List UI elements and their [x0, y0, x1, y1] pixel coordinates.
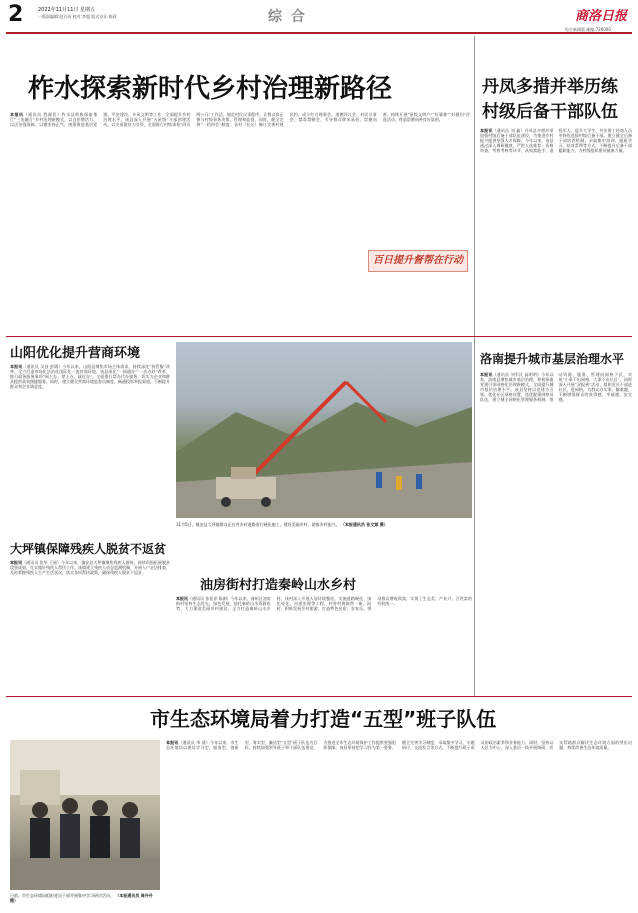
- right-mid-body-text: （通讯员 刘军民 高明明）今年以来，洛南县聚焦城市基层治理，积极探索党建引领网格化治理新模式，全面提升城市基层治理水平。该县坚持以党建为引领，优化社区网格设置，选优配强网格员队伍，建立健全网格化管理服务机制，推动资源、服务、管理向网格下沉，实现“小事不出网格、大事不出社区”。同时深入开展“双报到”活动，组织党员干部进社区、进网格，为群众办实事、解难题，不断增强群众的获得感、幸福感、安全感。: [480, 372, 632, 402]
- meeting-photo: [10, 740, 160, 890]
- right-mid-headline: 洛南提升城市基层治理水平: [480, 352, 625, 366]
- construction-credit: （本报通讯员 张文斌 摄）: [340, 522, 388, 527]
- editor-line: 一版面编辑:赵百成 校对:李超 版式设计:陈莉: [38, 14, 117, 19]
- construction-caption-text: 11月5日，镇安县大坪镇群众正在对乡村道路进行硬化施工，建设美丽乡村，助推乡村振兴。: [176, 522, 340, 527]
- left-mid1-byline: 本报讯: [10, 364, 23, 369]
- page-number: 2: [8, 2, 24, 27]
- newspaper-logo: 商洛日报: [575, 9, 628, 24]
- meeting-scene: [10, 740, 160, 890]
- left-mid1-headline: 山阳优化提升营商环境: [10, 346, 141, 361]
- left-mid2-body-text: （通讯员 张华 王丽）今年以来，镇安县大坪镇聚焦残疾人群体，持续巩固拓展脱贫攻坚成果，扎实做好残疾人帮扶工作。该镇建立残疾人动态监测机制，开展入户走访排查，及时掌握残疾人生产生活状况，落实各项帮扶政策，确保残疾人脱贫不返贫。: [10, 560, 170, 575]
- section-rule-bottom: [6, 696, 632, 697]
- publication-date: 2022年11月11日 星期五: [38, 7, 96, 13]
- center-mid-body-text: （通讯员 张佳祥 陈刚）今年以来，商州区油房街村坚持生态优先、绿色发展，依托秦岭山水资源优势，大力推进美丽乡村建设，全力打造秦岭山水乡村。该村深入开展人居环境整治，实施道路硬化、绿化亮化、河道治理等工程，村容村貌焕然一新。同时，积极发展乡村旅游，打造特色民宿、农家乐，带动群众增收致富，实现了生态美、产业兴、百姓富的有机统一。: [176, 596, 472, 611]
- main-article-body: [10, 112, 470, 306]
- meeting-caption: [10, 893, 160, 911]
- masthead-rule: [6, 32, 632, 34]
- construction-caption: [176, 522, 472, 538]
- construction-photo: [176, 342, 472, 518]
- meeting-credit: （本报通讯员 周丹丹 摄）: [10, 893, 153, 903]
- meeting-caption-text: 日前，市生态环境局组织党员干部开展集中学习研讨活动。: [10, 893, 114, 898]
- center-mid-headline: 油房街村打造秦岭山水乡村: [200, 578, 357, 593]
- right-top-headline-line1: 丹凤多措并举历练: [482, 77, 618, 97]
- bottom-byline: 本报讯: [166, 740, 179, 745]
- left-mid2-headline: 大坪镇保障残疾人脱贫不返贫: [10, 542, 167, 556]
- main-body-text: （通讯员 程源民）柞水县积极探索推行“三治融合”乡村治理新模式，以自治增活力、以法治强保障、以德治扬正气，统筹推进基层党建、平安建设、乡风文明等工作，全面提升乡村治理水平。该县深入开展“五星级”支部创建活动，以支部建设为引领，全面推行村级事务“四议两公开”工作法，规范村民议事程序，让群众真正参与村级事务决策、管理和监督。同时，健全完善“一约四会”制度，各村（社区）修订完善村规民约，成立红白理事会、道德评议会、村民议事会、禁毒禁赌会，引导群众移风易俗、崇德向善，持续开展“星级文明户”“好婆婆”“好媳妇”评选活动，营造崇德向善良好氛围。: [10, 112, 470, 127]
- right-top-byline: 本报讯: [480, 128, 493, 133]
- column-divider-right: [474, 36, 475, 696]
- right-top-article-body: [480, 128, 632, 340]
- left-mid2-byline: 本报讯: [10, 560, 23, 565]
- action-banner: [368, 250, 468, 272]
- bottom-article-body: [166, 740, 632, 908]
- left-mid1-article-body: [10, 364, 170, 534]
- center-mid-article-body: [176, 596, 472, 690]
- section-title: 综 合: [268, 9, 307, 25]
- bottom-headline: 市生态环境局着力打造“五型”班子队伍: [150, 707, 497, 731]
- right-mid-article-body: [480, 372, 632, 690]
- main-byline: 本报讯: [10, 112, 24, 117]
- center-mid-byline: 本报讯: [176, 596, 189, 601]
- right-top-headline-line2: 村级后备干部队伍: [482, 102, 618, 122]
- construction-scene: [176, 342, 472, 518]
- banner-text: 百日提升督帮在行动: [373, 255, 463, 266]
- edition-line: 综合新闻版 邮编:726000: [565, 27, 611, 32]
- right-mid-byline: 本报讯: [480, 372, 493, 377]
- right-top-body-text: （通讯员 刘 鑫）丹凤县多措并举加强村级后备干部队伍建设，为推进乡村振兴提供坚强人才保障。今年以来，该县通过深入调研摸底，严把人选推荐、资格审查、考察考核等环节，从致富能手、退役军人、返乡大学生、外出务工经商人员中择优选拔村级后备干部。建立健全后备干部培养机制，采取集中培训、跟班学习、结对帮带等方式，不断提升后备干部履职能力，为村级组织建设储备力量。: [480, 128, 632, 153]
- main-headline: 柞水探索新时代乡村治理新路径: [28, 74, 393, 104]
- bottom-body-text: （通讯员 李 倩）今年以来，市生态环境局以建设学习型、服务型、创新型、务实型、廉洁型“五型”班子队伍为目标，持续加强领导班子和干部队伍建设，为推进全市生态环境保护工作提供坚强组织保障。该局坚持把学习作为第一要务，健全完善学习制度，采取集中学习、专题研讨、交流发言等方式，不断提升班子成员的政治素养和业务能力。同时，坚持以人民为中心，深入基层一线开展调研，切实帮助群众解决生态环境方面的突出问题，持续改善生态环境质量。: [166, 740, 632, 750]
- left-mid1-body-text: （通讯员 吴昌 彭婧）今年以来，山阳县聚焦市场主体需求，持续深化“放管服”改革，全力打造市场化法治化国际化一流营商环境。该县深化“一网通办”“一次办好”改革，推行政务服务事项“网上办、掌上办、就近办”，全面推行帮办代办服务，切实为企业和群众提供高效便捷服务。同时，建立健全营商环境监督员制度，畅通投诉举报渠道，不断提升群众和企业满意度。: [10, 364, 170, 389]
- section-rule-mid: [6, 336, 632, 337]
- left-mid2-article-body: [10, 560, 170, 690]
